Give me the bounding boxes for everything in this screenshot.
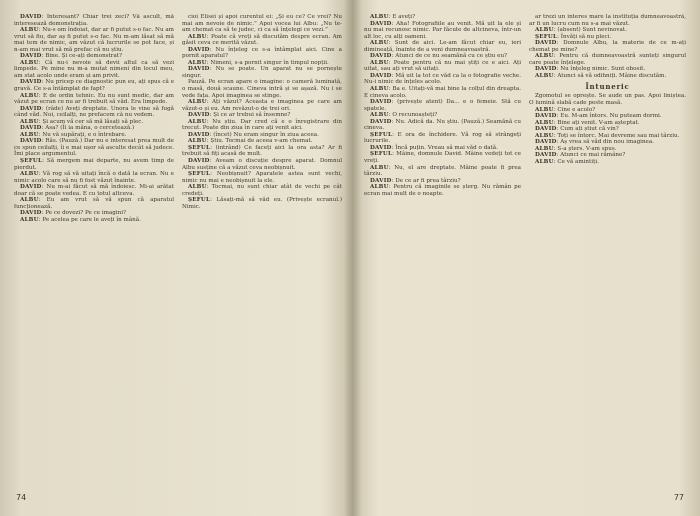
dialogue-text: Mâine, domnule David. Mâine vedeți tot ce vreți. (364, 151, 521, 165)
dialogue-text: Nu m-ai făcut să mă îndoiesc. Mi-ai arătat doar că se poate vedea. E cu totul altceva. (14, 184, 174, 197)
left-column-2 (182, 14, 342, 484)
speaker-name: DAVID (20, 14, 42, 20)
dialogue-text: O recunoașteți? (392, 112, 438, 119)
left-column-1 (14, 14, 174, 484)
dialogue-text: Neobișnuit? Aparatele astea sunt vechi, nimic nu mai e neobișnuit la ele. (182, 171, 342, 184)
dialogue-text: Bine. Și ce-ați demonstrat? (45, 53, 123, 60)
speaker-name: ALBU (370, 184, 389, 191)
dialogue-text: Atunci să vă odihniți. Mâine discutăm. (557, 72, 667, 79)
dialogue-line: ALBU: Bine ați venit. V-am așteptat. (535, 119, 640, 126)
dialogue-text: Și acum vă cer să mă lăsați să plec. (42, 118, 144, 125)
dialogue-line: ALBU: Ați văzut? Aceasta e imaginea pe care am văzut-o și eu. Am revăzut-o de trei ori. (182, 99, 342, 112)
speaker-name: ALBU (188, 118, 207, 125)
dialogue-text: De ce ar fi prea târziu? (395, 177, 461, 184)
dialogue-text: Nu pricep ce diagnostic pun eu, ați spus că e gravă. Ce s-a întâmplat de fapt? (14, 79, 174, 93)
dialogue-line: DAVID: De ce ar fi prea târziu? (370, 177, 461, 184)
speaker-name: ALBU (20, 197, 39, 204)
right-column-1 (364, 14, 521, 484)
dialogue-line: DAVID: Bine. Și ce-ați demonstrat? (20, 53, 123, 60)
dialogue-line (529, 14, 686, 27)
dialogue-text: Eu. M-am întors. Nu puteam dormi. (560, 113, 662, 120)
dialogue-text: E aveți? (392, 14, 416, 20)
dialogue-line: DAVID: Interesant? Chiar trei zeci? Vă ascult, mă interesează demonstrația. (14, 14, 174, 27)
dialogue-line: DAVID: Aha! Fotografiile au venit. Mă uit la ele și nu mai recunosc nimic. Par făcute de altcineva, într-un alt loc, cu alți oameni. (364, 20, 521, 40)
dialogue-text: Aha! Fotografiile au venit. Mă uit la ele și nu mai recunosc nimic. Par făcute de altcineva, într-un alt loc, cu alți oameni. (364, 20, 521, 40)
dialogue-line: DAVID: Răs. (Pauză.) Dar nu e interesat prea mult de ce spun ceilalți, îi e mai ușor să asculte decât să judece. Îmi place argumentul. (14, 138, 174, 158)
dialogue-line: DAVID: Eu. M-am întors. Nu puteam dormi. (535, 113, 662, 120)
dialogue-line: DAVID: Nu înțeleg ce s-a întâmplat aici. Cine a pornit aparatul? (182, 46, 342, 60)
dialogue-text: E de ordin tehnic. Eu nu sunt medic, dar am văzut pe ecran ce nu ar fi trebuit să văd. Era limpede. (14, 92, 174, 106)
page-number-left: 74 (16, 493, 27, 502)
dialogue-text: Zgomotul se oprește. Se aude un pas. Apoi liniștea. O lumină slabă cade peste masă. (529, 93, 686, 107)
dialogue-text: Asa? (Îi ia mâna, o cercetează.) (45, 125, 135, 132)
dialogue-line: DAVID: (râde) Aveți dreptate. Unora le vine să fugă când văd. Noi, ceilalți, ne prefacem că nu vedem. (14, 105, 174, 119)
dialogue-line: DAVID: Atunci de ce nu seamănă cu ce știu eu? (370, 53, 508, 60)
speaker-name: DAVID (535, 139, 557, 146)
dialogue-line: ALBU: Nu știu. Dar cred că e o înregistrare din trecut. Poate din ziua în care ați venit aici. (182, 118, 342, 132)
dialogue-line: DAVID: (privește atent) Da... e o femeie. Stă cu spatele. (364, 99, 521, 112)
dialogue-line: ALBU: Cine e acolo? (535, 106, 596, 113)
speaker-name: ALBU (535, 106, 554, 113)
speaker-name: ALBU (535, 158, 554, 165)
dialogue-line: ȘEFUL: Neobișnuit? Aparatele astea sunt vechi, nimic nu mai e neobișnuit la ele. (182, 171, 342, 184)
dialogue-text: Poate că vreți să discutăm despre ecran. Am găsit ceva ce merită văzut. (182, 33, 342, 47)
dialogue-line: ALBU: Ba e. Uitați-vă mai bine la colțul din dreapta. E cineva acolo. (364, 86, 521, 99)
dialogue-line: ALBU: Eu am vrut să vă spun că aparatul funcționează. (14, 197, 174, 210)
dialogue-line: ALBU: Atunci să vă odihniți. Mâine discutăm. (535, 72, 667, 79)
dialogue-text: Ce vă amintiți. (557, 158, 599, 165)
speaker-name: DAVID (188, 46, 210, 53)
speaker-name: DAVID (188, 131, 210, 138)
scene-heading: Întuneric (585, 82, 630, 92)
speaker-name: DAVID (370, 118, 392, 125)
dialogue-line: DAVID: Și ce ar trebui să însemne? (188, 112, 291, 119)
dialogue-text: Ați văzut? Aceasta e imaginea pe care am văzut-o și eu. Am revăzut-o de trei ori. (182, 99, 342, 112)
dialogue-line (182, 14, 342, 34)
speaker-name: ȘEFUL (188, 171, 211, 178)
dialogue-text: Domnule Albu, la materie de ce m-ați chemat pe mine? (529, 40, 686, 53)
speaker-name: ALBU (535, 53, 554, 60)
dialogue-line: ȘEFUL: Să mergem mai departe, nu avem timp de pierdut. (14, 158, 174, 171)
dialogue-line: ALBU: Toți se întorc. Mai devreme sau mai târziu. (535, 132, 680, 139)
dialogue-line: DAVID: Mă uit la tot ce văd ca la o fotografie veche. Nu-i nimic de înțeles acolo. (364, 72, 521, 86)
dialogue-line: DAVID: Aș vrea să văd din nou imaginea. (535, 139, 654, 146)
speaker-name: ALBU (20, 92, 39, 99)
dialogue-line: DAVID: Nu înțeleg nimic. Sunt obosit. (535, 66, 646, 73)
speaker-name: ALBU (370, 59, 389, 66)
dialogue-line: ALBU: (absent) Sunt nevinovat. (535, 27, 627, 34)
speaker-name: DAVID (188, 66, 210, 73)
speaker-name: ALBU (535, 132, 554, 139)
dialogue-text: Răs. (Pauză.) Dar nu e interesat prea mult de ce spun ceilalți, îi e mai ușor să asculte decât să judece. Îmi place argumentul. (14, 138, 174, 158)
speaker-name: ALBU (20, 118, 39, 125)
speaker-name: ALBU (535, 119, 554, 126)
speaker-name: DAVID (188, 158, 210, 165)
dialogue-line: ALBU: Pentru că imaginile se șterg. Nu rămân pe ecran mai mult de o noapte. (364, 184, 521, 197)
dialogue-text: Pe ce dovezi? Pe ce imagini? (45, 210, 127, 217)
dialogue-text: Să mergem mai departe, nu avem timp de pierdut. (14, 158, 174, 171)
dialogue-text: Eu am vrut să vă spun că aparatul funcționează. (14, 197, 174, 210)
dialogue-text: (râde) Aveți dreptate. Unora le vine să fugă când văd. Noi, ceilalți, ne prefacem că nu vedem. (14, 105, 174, 119)
dialogue-line: DAVID: Cum ați știut că vin? (535, 126, 619, 133)
dialogue-text: Ba e. Uitați-vă mai bine la colțul din dreapta. E cineva acolo. (364, 86, 521, 99)
dialogue-text: Aveam o discuție despre aparat. Domnul Albu susține că a văzut ceva neobișnuit. (182, 158, 342, 171)
dialogue-text: Vă rog să vă uitați încă o dată la ecran. Nu e nimic acolo care să nu fi fost văzut înainte. (14, 171, 174, 184)
dialogue-text: Învăți să nu pleci. (560, 33, 612, 40)
dialogue-text: Știu. Tocmai de aceea v-am chemat. (210, 138, 313, 145)
dialogue-line: DAVID: Încă puțin. Vreau să mai văd o dată. (370, 144, 498, 151)
dialogue-text: Mă uit la tot ce văd ca la o fotografie veche. Nu-i nimic de înțeles acolo. (364, 72, 521, 86)
dialogue-line: ALBU: O recunoașteți? (370, 112, 438, 119)
speaker-name: DAVID (20, 53, 42, 60)
speaker-name: DAVID (370, 20, 392, 27)
dialogue-line: ALBU: Nu-s om îndoiat, dar ar fi putut s-o fac. Nu am vrut să fiu, dar aș fi putut s-o fac. Nu m-am lăsat să mă mai tem de nimic, am văzut că lucrurile se pot face, și n-am mai vrut să mă prefac că nu știu. (14, 27, 174, 53)
dialogue-line (182, 79, 342, 99)
dialogue-text: Nu știu. Dar cred că e o înregistrare din trecut. Poate din ziua în care ați venit aici. (182, 118, 342, 132)
speaker-name: ALBU (370, 86, 389, 93)
speaker-name: DAVID (535, 126, 557, 133)
dialogue-text: Tocmai, nu sunt chiar atât de vechi pe cât credeți. (182, 184, 342, 197)
dialogue-text: Pauză. Pe ecran apare o imagine: o cameră luminată, o masă, două scaune. Cineva intră și se așază. Nu i se vede fața. Apoi imaginea se stinge. (182, 79, 342, 99)
dialogue-text: Nimeni, s-a pornit singur în timpul nopții. (210, 59, 329, 66)
dialogue-text: Atunci ce mai rămâne? (560, 152, 626, 159)
speaker-name: ALBU (188, 33, 207, 40)
dialogue-text: Pentru că imaginile se șterg. Nu rămân pe ecran mai mult de o noapte. (364, 184, 521, 197)
dialogue-line (529, 93, 686, 106)
dialogue-text: Poate pentru că nu mai știți ce e aici. Ați uitat, sau ați vrut să uitați. (364, 59, 521, 73)
dialogue-text: Interesant? Chiar trei zeci? Vă ascult, mă interesează demonstrația. (14, 14, 174, 27)
dialogue-text: Nu înțeleg nimic. Sunt obosit. (560, 66, 646, 73)
dialogue-line: DAVID: Nu se poate. Un aparat nu se pornește singur. (182, 66, 342, 79)
right-page (364, 14, 686, 504)
speaker-name: ALBU (20, 171, 39, 178)
dialogue-line: ALBU: E de ordin tehnic. Eu nu sunt medic, dar am văzut pe ecran ce nu ar fi trebuit să văd. Era limpede. (14, 92, 174, 106)
dialogue-line: ALBU: Poate că vreți să discutăm despre ecran. Am găsit ceva ce merită văzut. (182, 33, 342, 47)
dialogue-line: ALBU: E aveți? (370, 14, 416, 20)
dialogue-line: DAVID: Pe ce dovezi? Pe ce imagini? (20, 210, 127, 217)
dialogue-text: (privește atent) Da... e o femeie. Stă cu spatele. (364, 99, 521, 112)
speaker-name: DAVID (20, 125, 42, 132)
speaker-name: ALBU (188, 99, 207, 106)
speaker-name: ȘEFUL (370, 131, 393, 138)
speaker-name: ALBU (535, 27, 554, 34)
dialogue-text: cioi Elisei și apoi curentul ei: „Și eu ce? Ce vrei? Nu mai am nevoie de nimic.” Apoi vocea lui Albu: „Nu te-am chemat ca să te judec, ci ca să înțelegi ce vezi.” (182, 14, 342, 34)
speaker-name: DAVID (20, 105, 42, 112)
speaker-name: DAVID (370, 177, 392, 184)
dialogue-text: Pe acelea pe care le aveți în mână. (42, 216, 141, 223)
speaker-name: ȘEFUL (188, 197, 211, 204)
dialogue-text: Nu se poate. Un aparat nu se pornește singur. (182, 66, 342, 79)
speaker-name: DAVID (20, 184, 42, 191)
dialogue-line: ALBU: Nimeni, s-a pornit singur în timpul nopții. (188, 59, 329, 66)
speaker-name: ALBU (370, 14, 389, 20)
speaker-name: DAVID (370, 99, 392, 106)
dialogue-line: DAVID: (încet) Nu eram singur în ziua aceea. (188, 131, 319, 138)
speaker-name: ALBU (188, 184, 207, 191)
dialogue-line: ȘEFUL: (intrând) Ce faceți aici la ora asta? Ar fi trebuit să fiți acasă de mult. (182, 144, 342, 158)
dialogue-text: S-a șters. V-am spus. (557, 145, 617, 152)
dialogue-line: ALBU: Ce vă amintiți. (535, 158, 599, 165)
dialogue-text: Încă puțin. Vreau să mai văd o dată. (395, 144, 498, 151)
dialogue-line: ALBU: Pentru că dumneavoastră sunteți singurul care poate înțelege. (529, 53, 686, 66)
dialogue-line: DAVID: Nu. Adică da. Nu știu. (Pauză.) Seamănă cu cineva. (364, 118, 521, 132)
speaker-name: ȘEFUL (20, 158, 43, 165)
dialogue-text: Nu-s om îndoiat, dar ar fi putut s-o fac. Nu am vrut să fiu, dar aș fi putut s-o fac. Nu m-am lăsat să mă mai tem de nimic, am văzut că lucrurile se pot face, și n-am mai vrut să mă prefac că nu știu. (14, 27, 174, 53)
dialogue-line: DAVID: Nu pricep ce diagnostic pun eu, ați spus că e gravă. Ce s-a întâmplat de fapt? (14, 79, 174, 93)
dialogue-text: ar trezi un interes mare la instituția dumneavoastră, ar fi un lucru cum nu s-a mai văzut. (529, 14, 686, 27)
dialogue-line: ȘEFUL: Mâine, domnule David. Mâine vedeți tot ce vreți. (364, 151, 521, 165)
speaker-name: DAVID (188, 112, 210, 119)
speaker-name: DAVID (535, 152, 557, 159)
speaker-name: ȘEFUL (535, 33, 558, 40)
speaker-name: ALBU (535, 145, 554, 152)
dialogue-line: ALBU: Știu. Tocmai de aceea v-am chemat. (188, 138, 313, 145)
dialogue-text: Sunt de aici. Le-am făcut chiar eu, ieri dimineață, înainte de a veni dumneavoastră. (364, 40, 521, 53)
dialogue-text: Cum ați știut că vin? (560, 126, 619, 133)
speaker-name: DAVID (370, 72, 392, 79)
speaker-name: ȘEFUL (370, 151, 393, 158)
dialogue-text: Nu, el are dreptate. Mâine poate fi prea târziu. (364, 164, 521, 178)
speaker-name: ALBU (188, 59, 207, 66)
speaker-name: ALBU (370, 164, 389, 171)
speaker-name: ALBU (20, 131, 39, 138)
book-gutter (344, 0, 362, 516)
speaker-name: ALBU (20, 216, 39, 223)
dialogue-line: ALBU: Pe acelea pe care le aveți în mână. (20, 216, 141, 223)
dialogue-line: DAVID: Atunci ce mai rămâne? (535, 152, 626, 159)
speaker-name: ALBU (370, 112, 389, 119)
speaker-name: ALBU (535, 72, 554, 79)
speaker-name: DAVID (370, 144, 392, 151)
dialogue-text: Nu vă supărați, e o întrebare. (42, 131, 127, 138)
dialogue-text: E ora de închidere. Vă rog să strângeți lucrurile. (364, 131, 521, 145)
dialogue-line: ALBU: Tocmai, nu sunt chiar atât de vechi pe cât credeți. (182, 184, 342, 197)
dialogue-text: Nu. Adică da. Nu știu. (Pauză.) Seamănă cu cineva. (364, 118, 521, 132)
speaker-name: DAVID (370, 53, 392, 60)
dialogue-line: DAVID: Domnule Albu, la materie de ce m-ați chemat pe mine? (529, 40, 686, 53)
speaker-name: DAVID (535, 66, 557, 73)
speaker-name: DAVID (535, 40, 557, 47)
speaker-name: ALBU (188, 138, 207, 145)
page-number-right: 77 (673, 493, 684, 502)
dialogue-line: ALBU: Poate pentru că nu mai știți ce e aici. Ați uitat, sau ați vrut să uitați. (364, 59, 521, 73)
speaker-name: DAVID (20, 138, 42, 145)
dialogue-text: Atunci de ce nu seamănă cu ce știu eu? (395, 53, 508, 60)
dialogue-line: ȘEFUL: Învăți să nu pleci. (535, 33, 612, 40)
dialogue-line: ALBU: Că nu-i nevoie să devii altul ca să vezi limpede. Pe mine nu m-a mutat nimeni din locul meu, am stat acolo unde eram și am privit. (14, 59, 174, 79)
dialogue-line: ALBU: Nu vă supărați, e o întrebare. (20, 131, 127, 138)
speaker-name: DAVID (20, 210, 42, 217)
dialogue-line: ALBU: Sunt de aici. Le-am făcut chiar eu, ieri dimineață, înainte de a veni dumneavoastră. (364, 40, 521, 53)
dialogue-line: ȘEFUL: Lăsați-mă să văd eu. (Privește ecranul.) Nimic. (182, 197, 342, 210)
dialogue-line: ALBU: Și acum vă cer să mă lăsați să plec. (20, 118, 144, 125)
dialogue-line: ALBU: S-a șters. V-am spus. (535, 145, 617, 152)
dialogue-text: Că nu-i nevoie să devii altul ca să vezi limpede. Pe mine nu m-a mutat nimeni din locul meu, am stat acolo unde eram și am privit. (14, 59, 174, 79)
right-column-2 (529, 14, 686, 484)
dialogue-text: Nu înțeleg ce s-a întâmplat aici. Cine a pornit aparatul? (182, 46, 342, 60)
speaker-name: ALBU (370, 40, 389, 47)
dialogue-text: (absent) Sunt nevinovat. (557, 27, 627, 34)
left-page (14, 14, 342, 504)
dialogue-text: Aș vrea să văd din nou imaginea. (560, 139, 654, 146)
speaker-name: DAVID (20, 79, 42, 86)
dialogue-text: Lăsați-mă să văd eu. (Privește ecranul.) Nimic. (182, 197, 342, 210)
speaker-name: ȘEFUL (188, 144, 211, 151)
dialogue-text: Toți se întorc. Mai devreme sau mai târziu. (557, 132, 680, 139)
dialogue-text: Și ce ar trebui să însemne? (213, 112, 291, 119)
speaker-name: ALBU (20, 59, 39, 66)
speaker-name: ALBU (20, 27, 39, 34)
dialogue-text: (intrând) Ce faceți aici la ora asta? Ar fi trebuit să fiți acasă de mult. (182, 144, 342, 158)
dialogue-line: ȘEFUL: E ora de închidere. Vă rog să strângeți lucrurile. (364, 131, 521, 145)
dialogue-line: ALBU: Vă rog să vă uitați încă o dată la ecran. Nu e nimic acolo care să nu fi fost văzut înainte. (14, 171, 174, 184)
dialogue-line: DAVID: Aveam o discuție despre aparat. Domnul Albu susține că a văzut ceva neobișnuit. (182, 158, 342, 171)
dialogue-line: ALBU: Nu, el are dreptate. Mâine poate fi prea târziu. (364, 164, 521, 178)
dialogue-text: Pentru că dumneavoastră sunteți singurul care poate înțelege. (529, 53, 686, 66)
dialogue-line: DAVID: Asa? (Îi ia mâna, o cercetează.) (20, 125, 135, 132)
dialogue-text: Cine e acolo? (557, 106, 596, 113)
speaker-name: DAVID (535, 113, 557, 120)
dialogue-line: DAVID: Nu m-ai făcut să mă îndoiesc. Mi-ai arătat doar că se poate vedea. E cu totul altceva. (14, 184, 174, 197)
dialogue-text: Bine ați venit. V-am așteptat. (557, 119, 640, 126)
dialogue-text: (încet) Nu eram singur în ziua aceea. (213, 131, 319, 138)
